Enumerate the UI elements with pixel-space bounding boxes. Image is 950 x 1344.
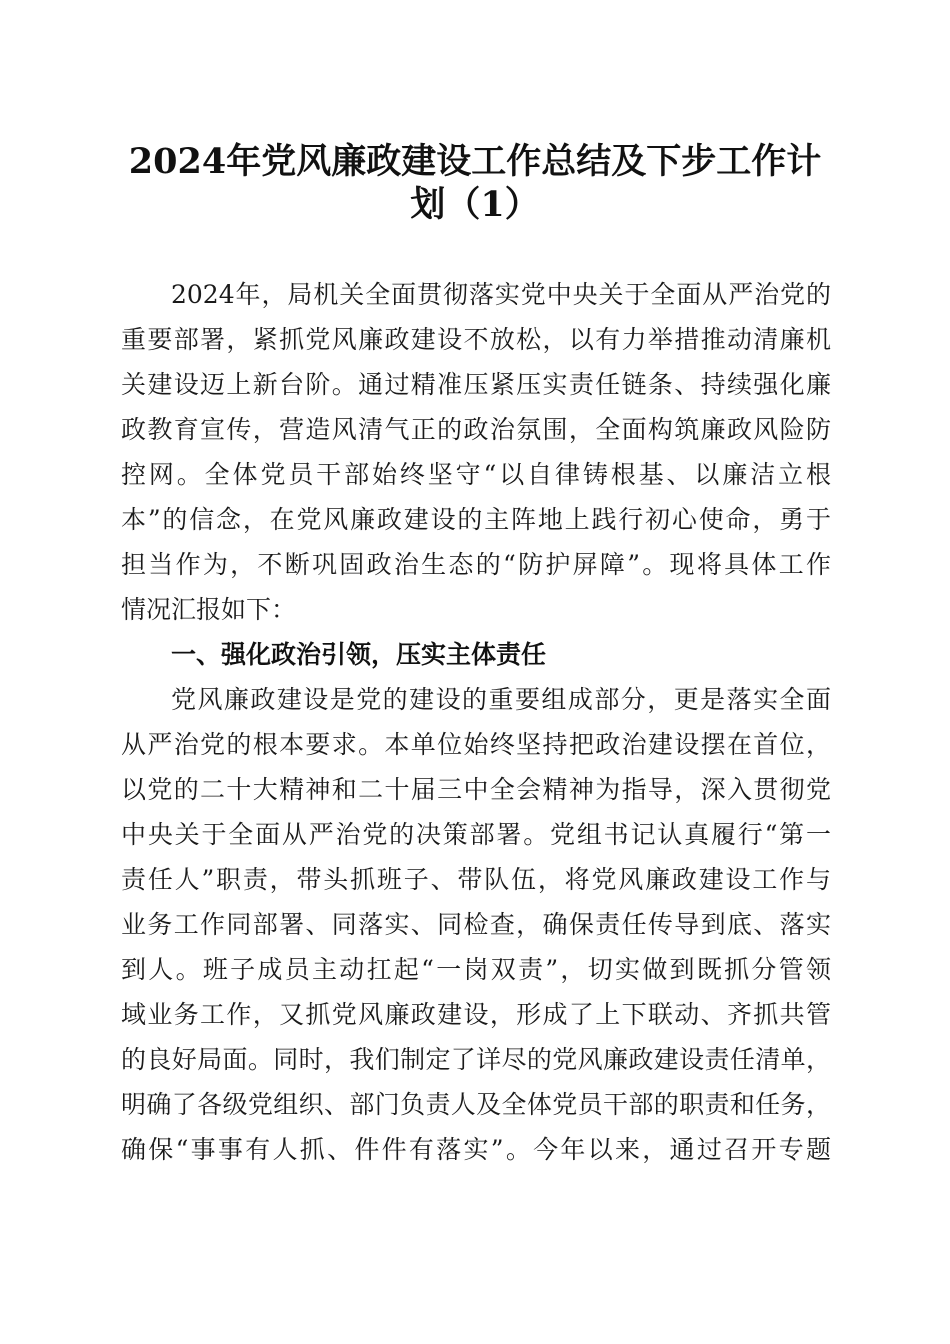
- paragraph-line: 2024年，局机关全面贯彻落实党中央关于全面从严治党的: [171, 280, 831, 309]
- paragraph-line: 责任人”职责，带头抓班子、带队伍，将党风廉政建设工作与: [121, 865, 831, 894]
- paragraph-line: 控网。全体党员干部始终坚守“以自律铸根基、以廉洁立根: [121, 460, 831, 489]
- paragraph-line: 业务工作同部署、同落实、同检查，确保责任传导到底、落实: [121, 910, 831, 939]
- paragraph-line: 域业务工作，又抓党风廉政建设，形成了上下联动、齐抓共管: [121, 1000, 831, 1029]
- paragraph-line: 从严治党的根本要求。本单位始终坚持把政治建设摆在首位，: [121, 730, 831, 759]
- paragraph-line: 情况汇报如下：: [121, 595, 297, 624]
- paragraph-line: 的良好局面。同时，我们制定了详尽的党风廉政建设责任清单，: [121, 1045, 831, 1074]
- section-heading-1: 一、强化政治引领，压实主体责任: [171, 640, 547, 669]
- paragraph-line: 明确了各级党组织、部门负责人及全体党员干部的职责和任务，: [121, 1090, 831, 1119]
- paragraph-line: 本”的信念，在党风廉政建设的主阵地上践行初心使命，勇于: [121, 505, 831, 534]
- paragraph-line: 关建设迈上新台阶。通过精准压紧压实责任链条、持续强化廉: [121, 370, 831, 399]
- paragraph-line: 到人。班子成员主动扛起“一岗双责”，切实做到既抓分管领: [121, 955, 831, 984]
- document-title-line-2: 划（1）: [410, 184, 540, 225]
- paragraph-line: 担当作为，不断巩固政治生态的“防护屏障”。现将具体工作: [121, 550, 831, 579]
- paragraph-line: 确保“事事有人抓、件件有落实”。今年以来，通过召开专题: [121, 1135, 831, 1164]
- paragraph-line: 党风廉政建设是党的建设的重要组成部分，更是落实全面: [171, 685, 831, 714]
- paragraph-line: 中央关于全面从严治党的决策部署。党组书记认真履行“第一: [121, 820, 831, 849]
- paragraph-line: 以党的二十大精神和二十届三中全会精神为指导，深入贯彻党: [121, 775, 831, 804]
- paragraph-line: 政教育宣传，营造风清气正的政治氛围，全面构筑廉政风险防: [121, 415, 831, 444]
- document-title-line-1: 2024年党风廉政建设工作总结及下步工作计: [128, 141, 822, 182]
- paragraph-line: 重要部署，紧抓党风廉政建设不放松，以有力举措推动清廉机: [121, 325, 831, 354]
